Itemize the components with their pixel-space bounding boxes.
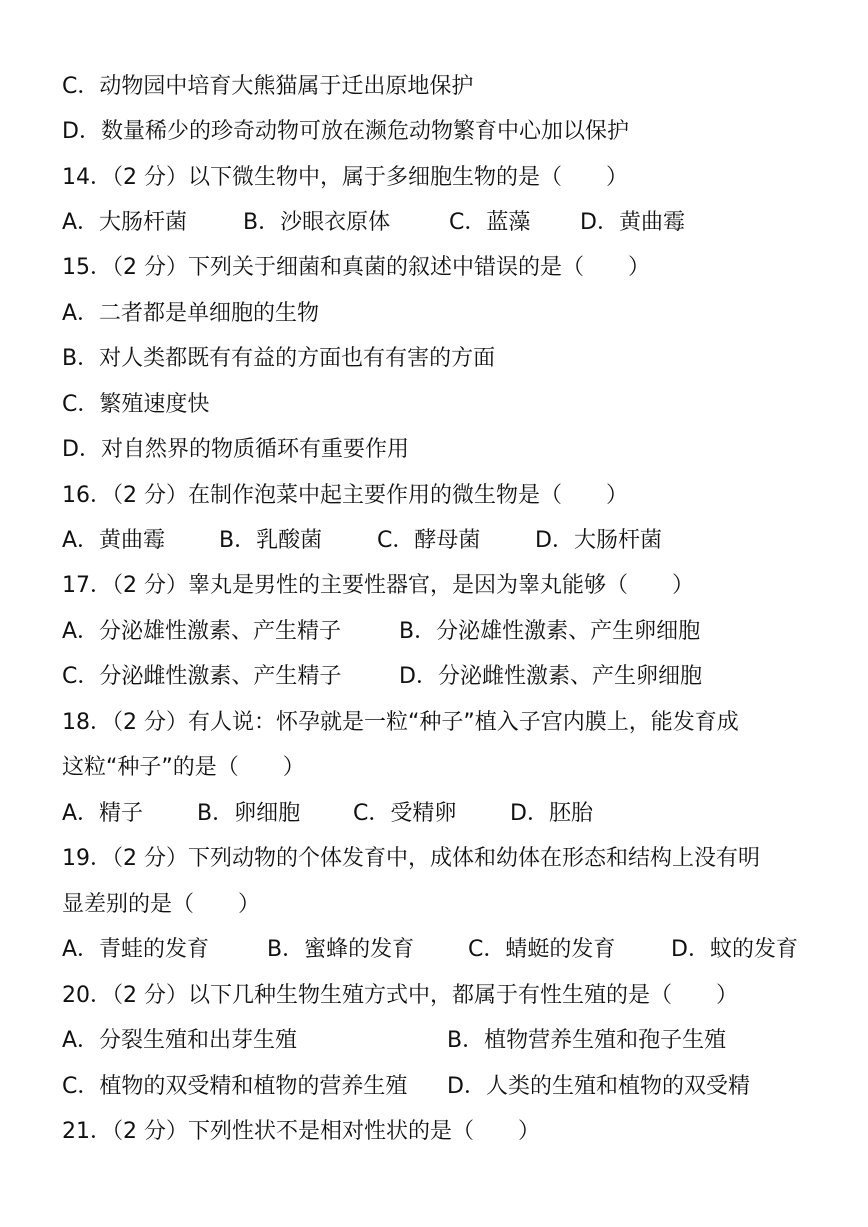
q18-option-c: C．受精卵 bbox=[353, 801, 457, 826]
q19-stem-line2: 显差别的是（ ） bbox=[62, 892, 261, 917]
q15-option-b: B．对人类都既有有益的方面也有有害的方面 bbox=[62, 346, 496, 371]
q14-option-d: D．黄曲霉 bbox=[580, 210, 685, 235]
q18-option-b: B．卵细胞 bbox=[197, 801, 301, 826]
q20-option-a: A．分裂生殖和出芽生殖 bbox=[62, 1028, 298, 1053]
q16-stem: 16．（2 分）在制作泡菜中起主要作用的微生物是（ ） bbox=[62, 483, 628, 508]
q19-option-d: D．蚊的发育 bbox=[671, 937, 798, 962]
q18-stem-line1: 18．（2 分）有人说：怀孕就是一粒“种子”植入子宫内膜上，能发育成 bbox=[62, 710, 739, 735]
q17-option-a: A．分泌雄性激素、产生精子 bbox=[62, 619, 342, 644]
q19-option-a: A．青蛙的发育 bbox=[62, 937, 210, 962]
q15-option-a: A．二者都是单细胞的生物 bbox=[62, 301, 320, 326]
q21-stem: 21．（2 分）下列性状不是相对性状的是（ ） bbox=[62, 1119, 540, 1144]
q19-option-b: B．蜜蜂的发育 bbox=[267, 937, 415, 962]
q20-stem: 20．（2 分）以下几种生物生殖方式中，都属于有性生殖的是（ ） bbox=[62, 983, 738, 1008]
q14-stem: 14．（2 分）以下微生物中，属于多细胞生物的是（ ） bbox=[62, 165, 628, 190]
q15-stem: 15．（2 分）下列关于细菌和真菌的叙述中错误的是（ ） bbox=[62, 255, 650, 280]
q20-option-b: B．植物营养生殖和孢子生殖 bbox=[447, 1028, 727, 1053]
q16-option-d: D．大肠杆菌 bbox=[535, 528, 662, 553]
q17-stem: 17．（2 分）睾丸是男性的主要性器官，是因为睾丸能够（ ） bbox=[62, 573, 694, 598]
q14-option-b: B．沙眼衣原体 bbox=[243, 210, 391, 235]
q17-option-d: D．分泌雌性激素、产生卵细胞 bbox=[399, 664, 702, 689]
q19-option-c: C．蜻蜓的发育 bbox=[468, 937, 616, 962]
q18-option-a: A．精子 bbox=[62, 801, 144, 826]
q14-option-a: A．大肠杆菌 bbox=[62, 210, 188, 235]
q19-stem-line1: 19．（2 分）下列动物的个体发育中，成体和幼体在形态和结构上没有明 bbox=[62, 846, 760, 871]
q17-option-b: B．分泌雄性激素、产生卵细胞 bbox=[399, 619, 701, 644]
q17-option-c: C．分泌雌性激素、产生精子 bbox=[62, 664, 342, 689]
q16-option-a: A．黄曲霉 bbox=[62, 528, 166, 553]
q13-option-c: C．动物园中培育大熊猫属于迁出原地保护 bbox=[62, 74, 474, 99]
q15-option-c: C．繁殖速度快 bbox=[62, 392, 210, 417]
q14-option-c: C．蓝藻 bbox=[449, 210, 531, 235]
q18-stem-line2: 这粒“种子”的是（ ） bbox=[62, 755, 305, 780]
q20-option-c: C．植物的双受精和植物的营养生殖 bbox=[62, 1074, 408, 1099]
q16-option-c: C．酵母菌 bbox=[377, 528, 481, 553]
q13-option-d: D．数量稀少的珍奇动物可放在濒危动物繁育中心加以保护 bbox=[62, 119, 629, 144]
q20-option-d: D．人类的生殖和植物的双受精 bbox=[447, 1074, 750, 1099]
q16-option-b: B．乳酸菌 bbox=[219, 528, 323, 553]
q15-option-d: D．对自然界的物质循环有重要作用 bbox=[62, 437, 409, 462]
q18-option-d: D．胚胎 bbox=[510, 801, 593, 826]
